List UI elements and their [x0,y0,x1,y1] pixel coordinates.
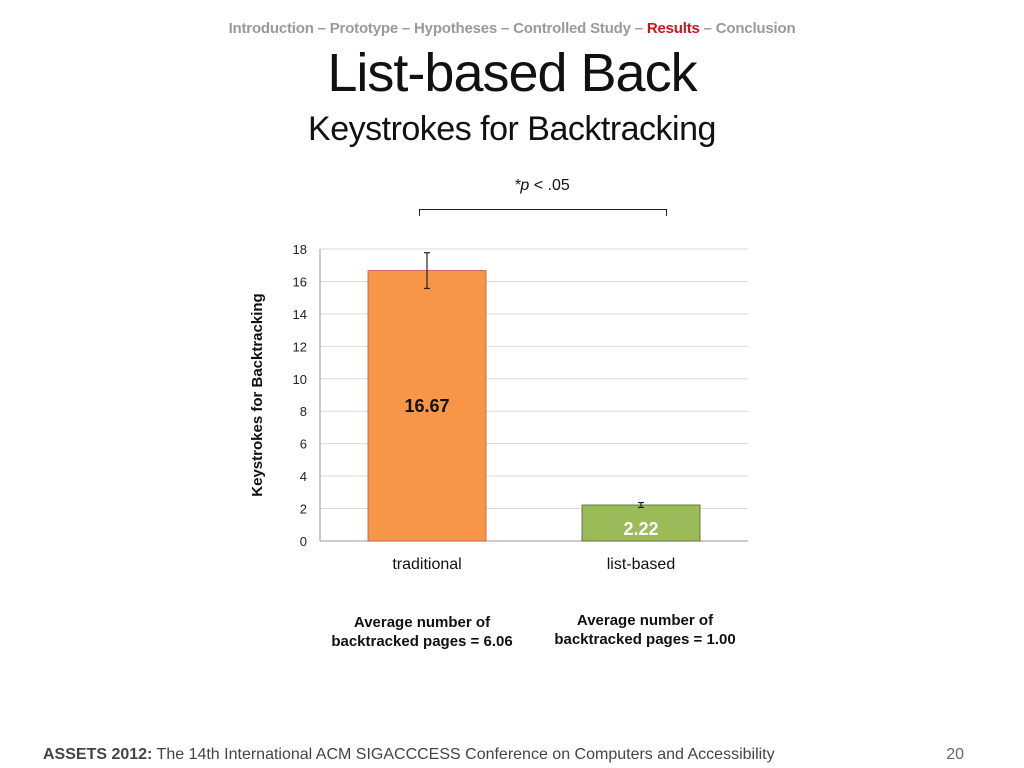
breadcrumb-item-introduction: Introduction [228,20,314,37]
footer [43,746,775,764]
significance-label: *p < .05 [514,177,570,194]
note-traditional: Average number of backtracked pages = 6.06 [331,614,513,650]
y-tick-label: 6 [299,436,307,452]
breadcrumb-separator: – [630,20,647,37]
y-tick-label: 8 [299,404,307,420]
breadcrumb-separator: – [313,20,330,37]
y-tick-label: 2 [299,501,307,517]
breadcrumb-separator: – [397,20,415,37]
breadcrumb-item-hypotheses: Hypotheses [414,20,498,37]
data-label-list-based: 2.22 [623,519,659,539]
slide-subtitle: Keystrokes for Backtracking [308,110,716,148]
slide-title: List-based Back [327,43,697,103]
y-tick-label: 12 [292,339,307,355]
y-tick-label: 10 [292,371,307,387]
x-tick-label-traditional: traditional [392,556,462,573]
breadcrumb-item-prototype: Prototype [329,20,398,37]
y-tick-label: 0 [299,534,307,549]
y-axis-label: Keystrokes for Backtracking [249,293,266,497]
x-tick-label-list-based: list-based [606,556,676,573]
data-label-traditional: 16.67 [404,395,450,416]
page-number: 20 [946,746,964,763]
breadcrumb-separator: – [699,20,716,37]
breadcrumb-separator: – [497,20,514,37]
y-tick-label: 18 [292,242,307,257]
y-tick-label: 14 [292,306,307,322]
footer-conference-long: The 14th International ACM SIGACCCESS Conference on Computers and Accessibility [152,746,775,763]
breadcrumb-item-conclusion: Conclusion [715,20,796,37]
breadcrumb-item-results: Results [646,20,700,37]
breadcrumb-item-controlled-study: Controlled Study [513,20,631,37]
y-tick-label: 16 [292,274,307,290]
y-tick-label: 4 [299,469,307,485]
note-list-based: Average number of backtracked pages = 1.00 [554,612,736,648]
footer-conference-short: ASSETS 2012: [43,746,153,763]
